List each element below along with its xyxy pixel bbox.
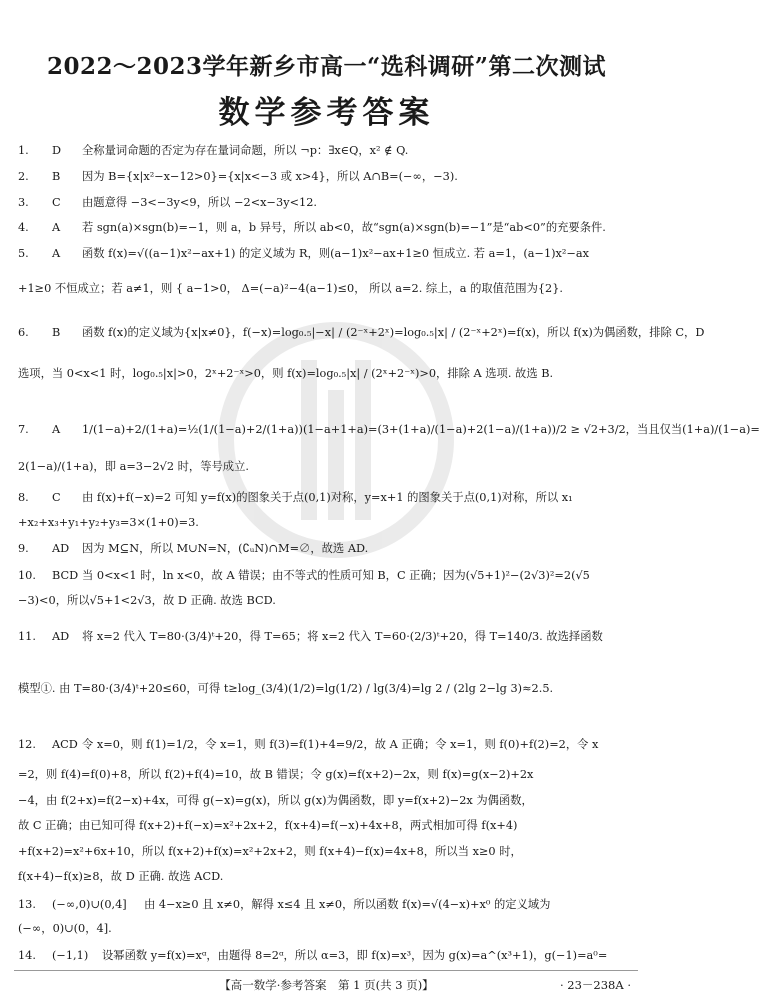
explanation-text: 由 4−x≥0 且 x≠0，解得 x≤4 且 x≠0，所以函数 f(x)=√(4−x)+x⁰ 的定义域为 xyxy=(144,898,551,911)
explanation-text: 1/(1−a)+2/(1+a)=½(1/(1−a)+2/(1+a))(1−a+1+a)=(3+(1+a)/(1−a)+2(1−a)/(1+a))/2 ≥ √2+3/2，当且仅当(1+a)/(1−a)= xyxy=(82,423,760,436)
answer-choice: B xyxy=(52,170,61,183)
question-number: 5. xyxy=(18,247,29,260)
footer-page-info: 【高一数学·参考答案 第 1 页(共 3 页)】 xyxy=(219,978,434,992)
explanation-continuation: f(x+4)−f(x)≥8，故 D 正确. 故选 ACD. xyxy=(18,870,224,883)
answer-item xyxy=(18,144,638,158)
answer-choice: C xyxy=(52,491,61,504)
answer-choice: A xyxy=(52,423,61,436)
explanation-text: 当 0<x<1 时，ln x<0，故 A 错误；由不等式的性质可知 B，C 正确；因为(√5+1)²−(2√3)²=2(√5 xyxy=(82,569,590,582)
explanation-continuation: −3)<0，所以√5+1<2√3，故 D 正确. 故选 BCD. xyxy=(18,594,276,607)
answer-item xyxy=(18,569,638,583)
question-number: 13. xyxy=(18,898,36,911)
explanation-text: 将 x=2 代入 T=80·(3/4)ᵗ+20，得 T=65；将 x=2 代入 T=60·(2/3)ᵗ+20，得 T=140/3. 故选择函数 xyxy=(82,630,603,643)
question-number: 4. xyxy=(18,221,29,234)
explanation-text: 由 f(x)+f(−x)=2 可知 y=f(x)的图象关于点(0,1)对称，y=x+1 的图象关于点(0,1)对称，所以 x₁ xyxy=(82,491,573,504)
question-number: 14. xyxy=(18,949,36,962)
explanation-text: 若 sgn(a)×sgn(b)=−1，则 a，b 异号，所以 ab<0，故“sgn(a)×sgn(b)=−1”是“ab<0”的充要条件. xyxy=(82,221,606,234)
question-number: 9. xyxy=(18,542,29,555)
answer-choice: (−∞,0)∪(0,4] xyxy=(52,898,127,911)
answer-choice: AD xyxy=(52,630,70,643)
answer-item xyxy=(18,196,638,210)
answer-item xyxy=(18,630,638,644)
footer-divider xyxy=(14,970,638,971)
question-number: 11. xyxy=(18,630,36,643)
question-number: 3. xyxy=(18,196,29,209)
explanation-text: 因为 B={x|x²−x−12>0}={x|x<−3 或 x>4}，所以 A∩B=(−∞，−3). xyxy=(82,170,458,183)
answer-choice: D xyxy=(52,144,62,157)
answer-choice: C xyxy=(52,196,61,209)
answer-item xyxy=(18,491,638,505)
explanation-text: 全称量词命题的否定为存在量词命题，所以 ¬p：∃x∈Q，x² ∉ Q. xyxy=(82,144,409,157)
answer-choice: BCD xyxy=(52,569,79,582)
explanation-continuation: 故 C 正确；由已知可得 f(x+2)+f(−x)=x²+2x+2，f(x+4)=f(−x)+4x+8，两式相加可得 f(x+4) xyxy=(18,819,518,832)
answer-item xyxy=(18,326,705,340)
question-number: 7. xyxy=(18,423,29,436)
answer-choice: AD xyxy=(52,542,70,555)
explanation-continuation: (−∞，0)∪(0，4]. xyxy=(18,922,112,935)
question-number: 1. xyxy=(18,144,29,157)
explanation-text: 令 x=0，则 f(1)=1/2，令 x=1，则 f(3)=f(1)+4=9/2，故 A 正确；令 x=1，则 f(0)+f(2)=2，令 x xyxy=(82,738,599,751)
document-title: 2022～2023学年新乡市高一“选科调研”第二次测试 xyxy=(47,53,606,80)
explanation-text: 由题意得 −3<−3y<9，所以 −2<x−3y<12. xyxy=(82,196,318,209)
answer-item xyxy=(18,221,638,235)
question-number: 2. xyxy=(18,170,29,183)
answer-choice: A xyxy=(52,221,61,234)
question-number: 6. xyxy=(18,326,29,339)
explanation-text: 因为 M⊆N，所以 M∪N=N，(∁ᵤN)∩M=∅，故选 AD. xyxy=(82,542,369,555)
answer-item xyxy=(18,247,638,261)
answer-choice: A xyxy=(52,247,61,260)
explanation-continuation: +f(x+2)=x²+6x+10，所以 f(x+2)+f(x)=x²+2x+2，则 f(x+4)−f(x)=4x+8，所以当 x≥0 时， xyxy=(18,845,522,858)
answer-item xyxy=(18,898,638,912)
explanation-text: 函数 f(x)的定义域为{x|x≠0}，f(−x)=log₀.₅|−x| / (2⁻ˣ+2ˣ)=log₀.₅|x| / (2⁻ˣ+2ˣ)=f(x)，所以 f(x)为偶函数，排除 C，D xyxy=(82,326,705,339)
question-number: 12. xyxy=(18,738,36,751)
explanation-continuation: 2(1−a)/(1+a)，即 a=3−2√2 时，等号成立. xyxy=(18,460,249,473)
answer-choice: (−1,1) xyxy=(52,949,89,962)
explanation-continuation: +x₂+x₃+y₁+y₂+y₃=3×(1+0)=3. xyxy=(18,516,199,529)
answer-item xyxy=(18,738,638,752)
answer-item xyxy=(18,949,638,963)
answer-item xyxy=(18,170,638,184)
explanation-continuation: −4，由 f(2+x)=f(2−x)+4x，可得 g(−x)=g(x)，所以 g(x)为偶函数，即 y=f(x+2)−2x 为偶函数， xyxy=(18,794,533,807)
explanation-continuation: +1≥0 不恒成立；若 a≠1，则 { a−1>0， Δ=(−a)²−4(a−1)≤0， 所以 a=2. 综上，a 的取值范围为{2}. xyxy=(18,282,564,295)
page-footer xyxy=(0,975,653,995)
explanation-text: 设幂函数 y=f(x)=xᵅ，由题得 8=2ᵅ，所以 α=3，即 f(x)=x³，因为 g(x)=a^(x³+1)，g(−1)=a⁰= xyxy=(102,949,608,962)
footer-code: · 23－238A · xyxy=(559,978,631,992)
explanation-continuation: 模型①. 由 T=80·(3/4)ᵗ+20≤60，可得 t≥log_(3/4)(1/2)=lg(1/2) / lg(3/4)=lg 2 / (2lg 2−lg 3)≈2.5. xyxy=(18,682,554,695)
answer-item xyxy=(18,423,760,437)
answer-item xyxy=(18,542,638,556)
question-number: 10. xyxy=(18,569,36,582)
explanation-text: 函数 f(x)=√((a−1)x²−ax+1) 的定义域为 R，则(a−1)x²−ax+1≥0 恒成立. 若 a=1，(a−1)x²−ax xyxy=(82,247,590,260)
answer-choice: B xyxy=(52,326,61,339)
explanation-continuation: 选项，当 0<x<1 时，log₀.₅|x|>0，2ˣ+2⁻ˣ>0，则 f(x)=log₀.₅|x| / (2ˣ+2⁻ˣ)>0，排除 A 选项. 故选 B. xyxy=(18,367,554,380)
document-subtitle: 数学参考答案 xyxy=(218,95,435,131)
question-number: 8. xyxy=(18,491,29,504)
answer-choice: ACD xyxy=(52,738,78,751)
explanation-continuation: =2，则 f(4)=f(0)+8，所以 f(2)+f(4)=10，故 B 错误；令 g(x)=f(x+2)−2x，则 f(x)=g(x−2)+2x xyxy=(18,768,534,781)
